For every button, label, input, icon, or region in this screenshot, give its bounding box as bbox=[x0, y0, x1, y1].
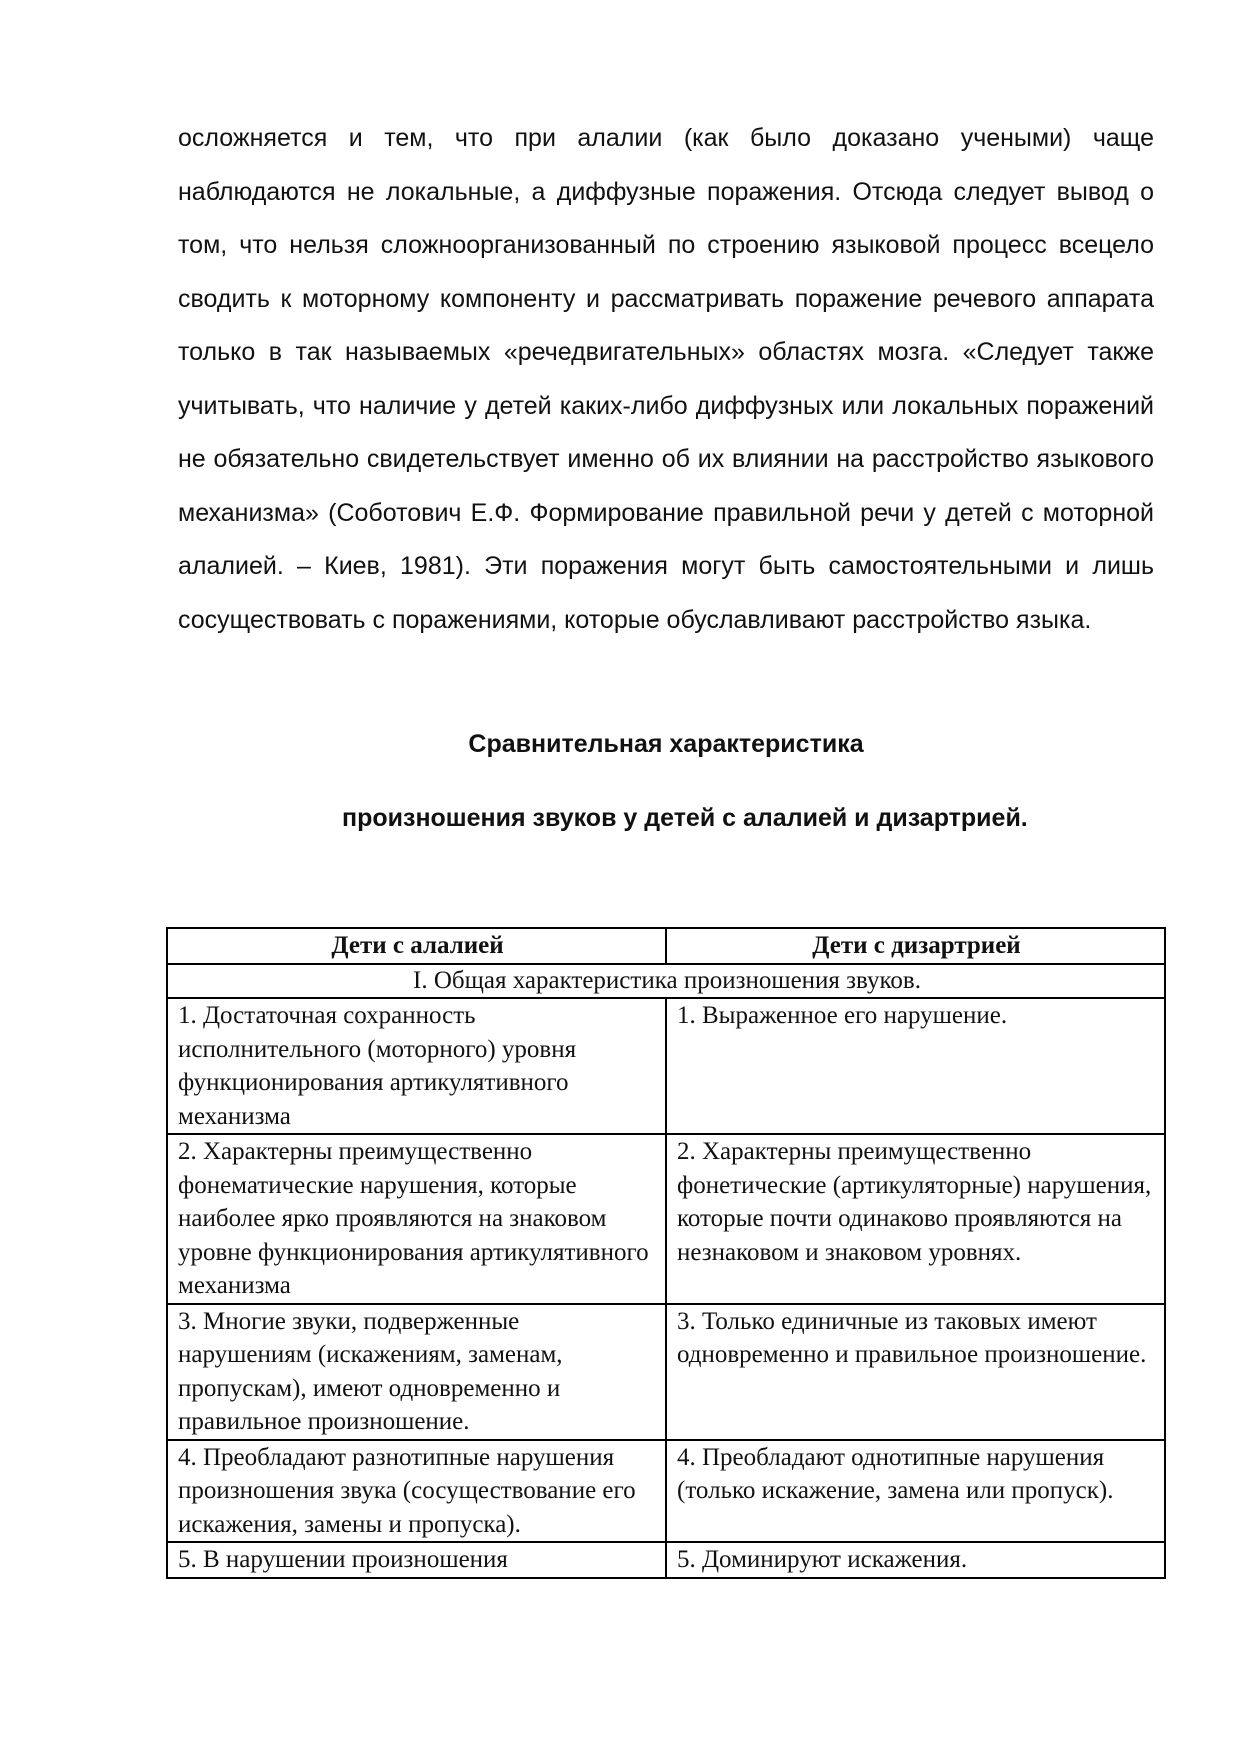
cell-dysarthria: 1. Выраженное его нарушение. bbox=[666, 998, 1165, 1134]
table-title-line-1: Сравнительная характеристика bbox=[468, 730, 864, 758]
table-row bbox=[167, 1542, 1165, 1578]
table-row bbox=[167, 1304, 1165, 1440]
cell-dysarthria: 2. Характерны преимущественно фонетические (артикуляторные) нарушения, которые почти одинаково проявляются на незнаковом и знаковом уровнях. bbox=[666, 1134, 1165, 1304]
cell-alalia: 4. Преобладают разнотипные нарушения произношения звука (сосуществование его искажения, замены и пропуска). bbox=[167, 1440, 666, 1543]
body-paragraph: осложняется и тем, что при алалии (как было доказано учеными) чаще наблюдаются не локальные, а диффузные поражения. Отсюда следует вывод о том, что нельзя сложноорганизованный по строению языковой процесс всецело сводить к моторному компоненту и рассматривать поражение речевого аппарата только в так называемых «речедвигательных» областях мозга. «Следует также учитывать, что наличие у детей каких-либо диффузных или локальных поражений не обязательно свидетельствует именно об их влиянии на расстройство языкового механизма» (Соботович Е.Ф. Формирование правильной речи у детей с моторной алалией. – Киев, 1981). Эти поражения могут быть самостоятельными и лишь сосуществовать с поражениями, которые обуславливают расстройство языка. bbox=[178, 124, 1154, 634]
comparison-table bbox=[166, 927, 1166, 1579]
table-row bbox=[167, 998, 1165, 1134]
section-title: I. Общая характеристика произношения звуков. bbox=[167, 964, 1165, 998]
table-header-row bbox=[167, 928, 1165, 964]
cell-alalia: 3. Многие звуки, подверженные нарушениям (искажениям, заменам, пропускам), имеют одновременно и правильное произношение. bbox=[167, 1304, 666, 1440]
cell-dysarthria: 4. Преобладают однотипные нарушения (только искажение, замена или пропуск). bbox=[666, 1440, 1165, 1543]
cell-alalia: 1. Достаточная сохранность исполнительного (моторного) уровня функционирования артикулятивного механизма bbox=[167, 998, 666, 1134]
cell-alalia: 2. Характерны преимущественно фонематические нарушения, которые наиболее ярко проявляются на знаковом уровне функционирования артикулятивного механизма bbox=[167, 1134, 666, 1304]
cell-dysarthria: 5. Доминируют искажения. bbox=[666, 1542, 1165, 1578]
cell-alalia: 5. В нарушении произношения bbox=[167, 1542, 666, 1578]
table-title-line-2: произношения звуков у детей с алалией и дизартрией. bbox=[342, 804, 1028, 832]
section-row bbox=[167, 964, 1165, 998]
table-row bbox=[167, 1440, 1165, 1543]
header-dysarthria: Дети с дизартрией bbox=[666, 928, 1165, 964]
cell-dysarthria: 3. Только единичные из таковых имеют одновременно и правильное произношение. bbox=[666, 1304, 1165, 1440]
table-row bbox=[167, 1134, 1165, 1304]
header-alalia: Дети с алалией bbox=[167, 928, 666, 964]
